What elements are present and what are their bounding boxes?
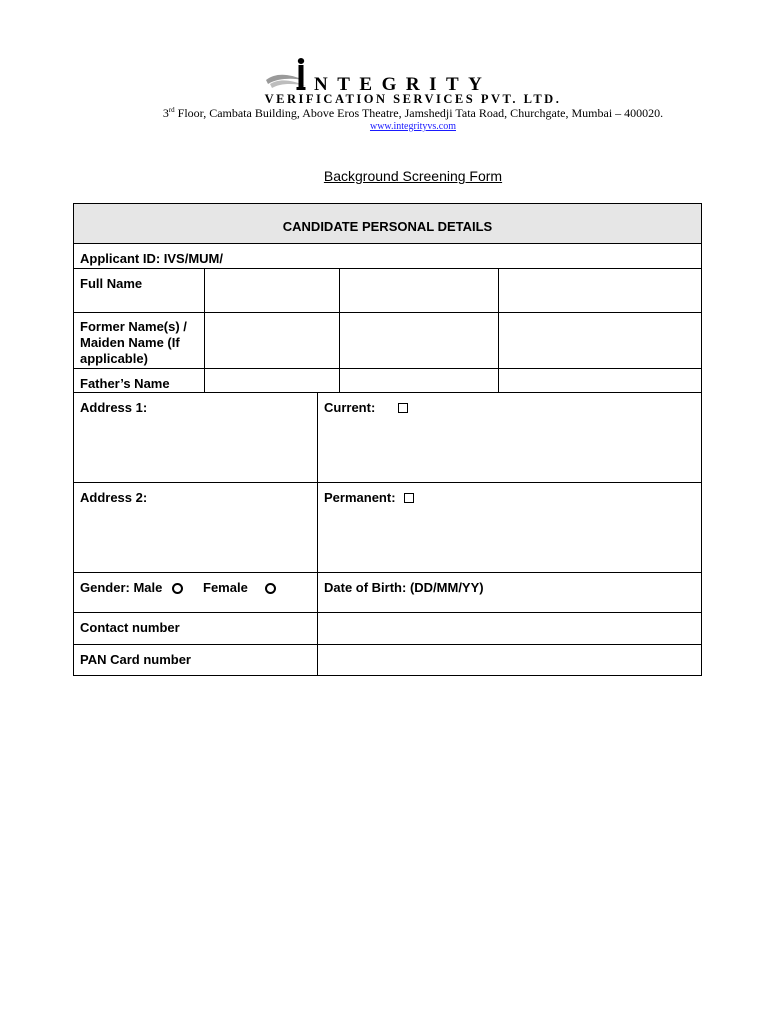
gender-male-radio[interactable] bbox=[172, 583, 183, 594]
applicant-id-label: Applicant ID: IVS/MUM/ bbox=[80, 251, 223, 266]
contact-number-field[interactable] bbox=[318, 613, 701, 644]
company-subtitle: VERIFICATION SERVICES PVT. LTD. bbox=[264, 92, 562, 106]
full-name-field-2[interactable] bbox=[340, 269, 498, 312]
table-border-bottom bbox=[73, 675, 702, 676]
row-divider bbox=[73, 243, 702, 244]
contact-number-label: Contact number bbox=[80, 620, 180, 635]
pan-card-label: PAN Card number bbox=[80, 652, 191, 667]
row-divider bbox=[73, 392, 702, 393]
gender-female-radio[interactable] bbox=[265, 583, 276, 594]
current-address-label: Current: bbox=[324, 400, 376, 415]
logo-pillar-icon bbox=[296, 58, 306, 90]
permanent-address-checkbox[interactable] bbox=[404, 493, 414, 503]
gender-female-label: Female bbox=[203, 580, 248, 595]
fathers-name-field-2[interactable] bbox=[340, 369, 498, 392]
former-names-label-line1: Former Name(s) / bbox=[80, 319, 187, 334]
gender-male-label: Gender: Male bbox=[80, 580, 163, 595]
table-border-left bbox=[73, 203, 74, 676]
address-rest: Floor, Cambata Building, Above Eros Theatre, Jamshedji Tata Road, Churchgate, Mumbai – 400020. bbox=[174, 106, 664, 120]
pan-card-field[interactable] bbox=[318, 645, 701, 675]
fathers-name-label: Father’s Name bbox=[80, 376, 170, 391]
current-address-checkbox[interactable] bbox=[398, 403, 408, 413]
full-name-label: Full Name bbox=[80, 276, 143, 291]
form-title: Background Screening Form bbox=[323, 168, 503, 184]
table-border-right bbox=[701, 203, 702, 676]
former-name-field-3[interactable] bbox=[499, 313, 701, 368]
row-divider bbox=[73, 572, 702, 573]
full-name-field-1[interactable] bbox=[205, 269, 339, 312]
table-border-top bbox=[73, 203, 702, 204]
address1-label: Address 1: bbox=[80, 400, 148, 415]
company-name: NTEGRITY bbox=[314, 74, 492, 95]
address-floor: 3 bbox=[162, 106, 169, 120]
full-name-field-3[interactable] bbox=[499, 269, 701, 312]
address-floor-suffix: rd bbox=[168, 106, 175, 114]
former-names-label-line2: Maiden Name (If bbox=[80, 335, 180, 350]
permanent-address-label: Permanent: bbox=[324, 490, 396, 505]
row-divider bbox=[73, 482, 702, 483]
fathers-name-field-1[interactable] bbox=[205, 369, 339, 392]
former-names-label-line3: applicable) bbox=[80, 351, 148, 366]
address2-label: Address 2: bbox=[80, 490, 148, 505]
dob-label: Date of Birth: (DD/MM/YY) bbox=[324, 580, 484, 595]
fathers-name-field-3[interactable] bbox=[499, 369, 701, 392]
former-name-field-1[interactable] bbox=[205, 313, 339, 368]
former-name-field-2[interactable] bbox=[340, 313, 498, 368]
company-address bbox=[0, 106, 768, 121]
section-title: CANDIDATE PERSONAL DETAILS bbox=[282, 219, 493, 234]
website-link[interactable]: www.integrityvs.com bbox=[369, 121, 456, 132]
